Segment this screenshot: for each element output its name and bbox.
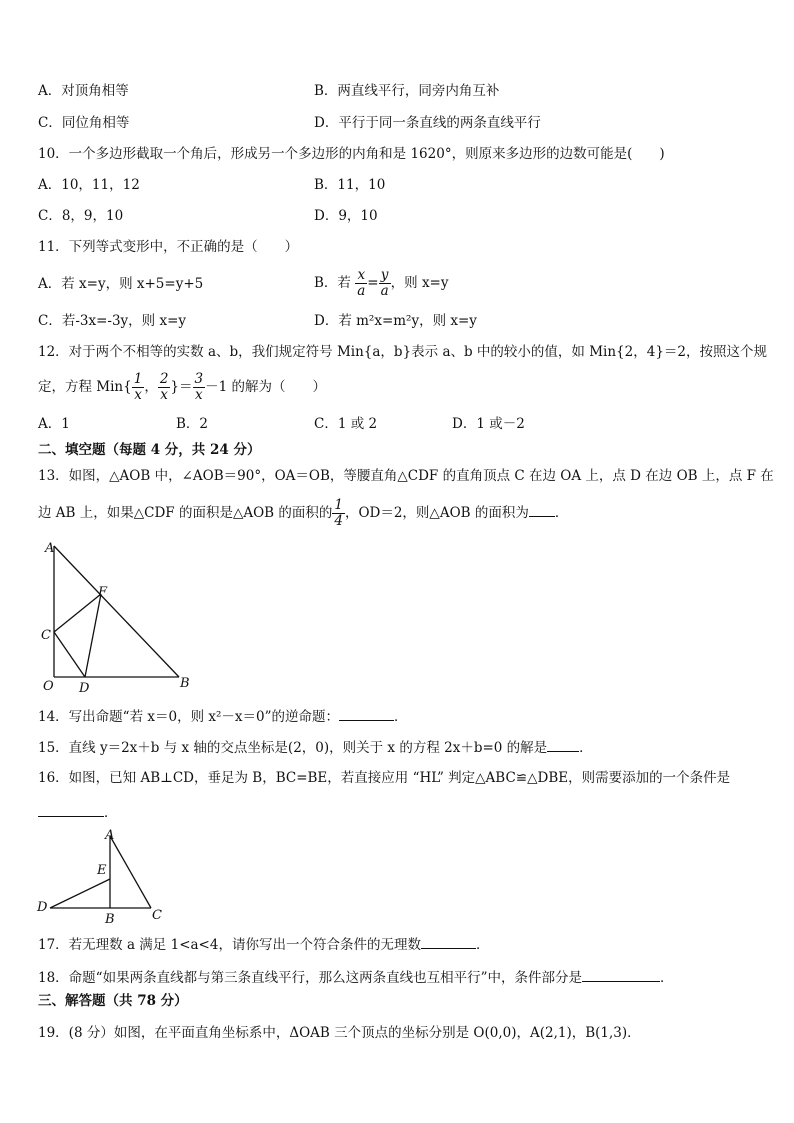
q9-option-d: D．平行于同一条直线的两条直线平行 bbox=[314, 115, 541, 131]
q10-stem: 10．一个多边形截取一个角后，形成另一个多边形的内角和是 1620°，则原来多边形的边数可能是( ) bbox=[38, 146, 665, 162]
q18 bbox=[38, 967, 673, 987]
fraction-denominator: 4 bbox=[334, 513, 343, 529]
q12-line1: 12．对于两个不相等的实数 a、b，我们规定符号 Min{a，b}表示 a、b 中的较小的值，如 Min{2，4}＝2，按照这个规 bbox=[38, 344, 767, 360]
q13-line2-suffix: ，OD＝2，则△AOB 的面积为 bbox=[344, 505, 529, 521]
q15 bbox=[38, 737, 593, 757]
q17-end: ． bbox=[475, 937, 490, 953]
q12-option-c: C．1 或 2 bbox=[314, 416, 378, 432]
segment-de bbox=[50, 879, 110, 908]
answer-blank[interactable] bbox=[582, 967, 660, 982]
q16-line2 bbox=[38, 802, 118, 822]
label-a: A bbox=[45, 541, 55, 556]
q17-text: 17．若无理数 a 满足 1<a<4，请你写出一个符合条件的无理数 bbox=[38, 937, 421, 953]
q13-line2 bbox=[38, 494, 568, 532]
comma: ， bbox=[144, 379, 158, 395]
q18-text: 18．命题“如果两条直线都与第三条直线平行，那么这两条直线也互相平行”中，条件部分是 bbox=[38, 970, 582, 986]
q10-option-c: C．8，9，10 bbox=[38, 208, 124, 224]
q10-option-a: A．10，11，12 bbox=[38, 177, 140, 193]
answer-blank[interactable] bbox=[38, 802, 104, 817]
fraction-1-over-x bbox=[132, 372, 145, 403]
q14-text: 14．写出命题“若 x＝0，则 x²－x＝0”的逆命题： bbox=[38, 709, 339, 725]
q13-end: ． bbox=[554, 505, 569, 521]
segment-ac bbox=[110, 836, 151, 908]
label-o: O bbox=[43, 679, 54, 694]
q9-option-c: C．同位角相等 bbox=[38, 115, 130, 131]
segment-ab bbox=[54, 546, 179, 677]
fraction-numerator: 3 bbox=[194, 371, 204, 387]
fraction-denominator: a bbox=[357, 283, 366, 299]
fraction-3-over-x bbox=[193, 372, 206, 403]
label-b: B bbox=[105, 912, 115, 924]
q11-option-b bbox=[314, 266, 449, 300]
fraction-2-over-x bbox=[158, 372, 171, 403]
q15-end: ． bbox=[579, 740, 593, 756]
answer-blank[interactable] bbox=[421, 934, 476, 949]
label-a: A bbox=[105, 828, 115, 843]
q16-end: ． bbox=[104, 805, 118, 821]
q11-option-c: C．若-3x=-3y，则 x=y bbox=[38, 313, 187, 329]
fraction-1-over-4 bbox=[332, 498, 345, 529]
label-d: D bbox=[79, 681, 90, 696]
label-b: B bbox=[180, 676, 190, 691]
q16-triangle-figure bbox=[34, 824, 174, 924]
fraction-y-over-a bbox=[379, 268, 391, 299]
segment-df bbox=[85, 594, 101, 677]
q12-line2-suffix: －1 的解为（ ） bbox=[205, 379, 326, 395]
fraction-numerator: 1 bbox=[133, 371, 143, 387]
fraction-numerator: 2 bbox=[159, 371, 169, 387]
q9-option-a: A．对顶角相等 bbox=[38, 83, 129, 99]
q12-option-b: B．2 bbox=[176, 416, 209, 432]
q18-end: ． bbox=[659, 970, 674, 986]
q10-option-b: B．11，10 bbox=[314, 177, 386, 193]
q11-stem: 11．下列等式变形中，不正确的是（ ） bbox=[38, 239, 299, 255]
fraction-denominator: x bbox=[160, 387, 168, 403]
label-f: F bbox=[98, 585, 108, 600]
q12-option-d: D．1 或－2 bbox=[452, 416, 525, 432]
q12-option-a: A．1 bbox=[38, 416, 70, 432]
label-e: E bbox=[97, 863, 107, 878]
q14 bbox=[38, 706, 408, 726]
q10-option-d: D．9，10 bbox=[314, 208, 378, 224]
label-c: C bbox=[41, 628, 51, 643]
segment-cf bbox=[54, 594, 101, 632]
fraction-x-over-a bbox=[355, 268, 367, 299]
q13-line1: 13．如图，△AOB 中，∠AOB＝90°，OA＝OB，等腰直角△CDF 的直角顶点 C 在边 OA 上，点 D 在边 OB 上，点 F 在 bbox=[38, 468, 774, 484]
q12-equals: }＝ bbox=[170, 379, 193, 395]
q13-triangle-figure bbox=[36, 536, 196, 696]
q17 bbox=[38, 934, 489, 954]
q11-option-d: D．若 m²x=m²y，则 x=y bbox=[314, 313, 477, 329]
q16-line1: 16．如图，已知 AB⊥CD，垂足为 B，BC=BE，若直接应用 “HL” 判定△ABC≌△DBE，则需要添加的一个条件是 bbox=[38, 770, 731, 786]
answer-blank[interactable] bbox=[339, 706, 394, 721]
fraction-numerator: x bbox=[355, 268, 367, 284]
q11-option-a: A．若 x=y，则 x+5=y+5 bbox=[38, 276, 204, 292]
q13-line2-prefix: 边 AB 上，如果△CDF 的面积是△AOB 的面积的 bbox=[38, 505, 333, 521]
q14-end: ． bbox=[394, 709, 408, 725]
fraction-numerator: 1 bbox=[334, 497, 343, 513]
fraction-denominator: a bbox=[380, 283, 389, 299]
q9-option-b: B．两直线平行，同旁内角互补 bbox=[314, 83, 500, 99]
section-3-heading: 三、解答题（共 78 分） bbox=[38, 993, 188, 1009]
equals-sign: = bbox=[367, 275, 379, 291]
label-c: C bbox=[152, 908, 162, 923]
fraction-denominator: x bbox=[194, 387, 203, 403]
answer-blank[interactable] bbox=[529, 502, 555, 517]
q19-text: 19．(8 分）如图，在平面直角坐标系中，ΔOAB 三个顶点的坐标分别是 O(0,0)，A(2,1)，B(1,3)． bbox=[38, 1025, 641, 1041]
q12-line2-prefix: 定，方程 Min{ bbox=[38, 379, 132, 395]
fraction-denominator: x bbox=[134, 387, 142, 403]
answer-blank[interactable] bbox=[547, 737, 579, 752]
label-d: D bbox=[37, 900, 48, 915]
q11-option-b-prefix: B．若 bbox=[314, 275, 351, 291]
section-2-heading: 二、填空题（每题 4 分，共 24 分） bbox=[38, 442, 261, 458]
q12-line2 bbox=[38, 368, 326, 406]
q11-option-b-suffix: ，则 x=y bbox=[390, 275, 449, 291]
fraction-numerator: y bbox=[379, 268, 391, 284]
segment-cd bbox=[54, 632, 85, 677]
q15-text: 15．直线 y＝2x＋b 与 x 轴的交点坐标是(2，0)，则关于 x 的方程 2x＋b=0 的解是 bbox=[38, 740, 548, 756]
